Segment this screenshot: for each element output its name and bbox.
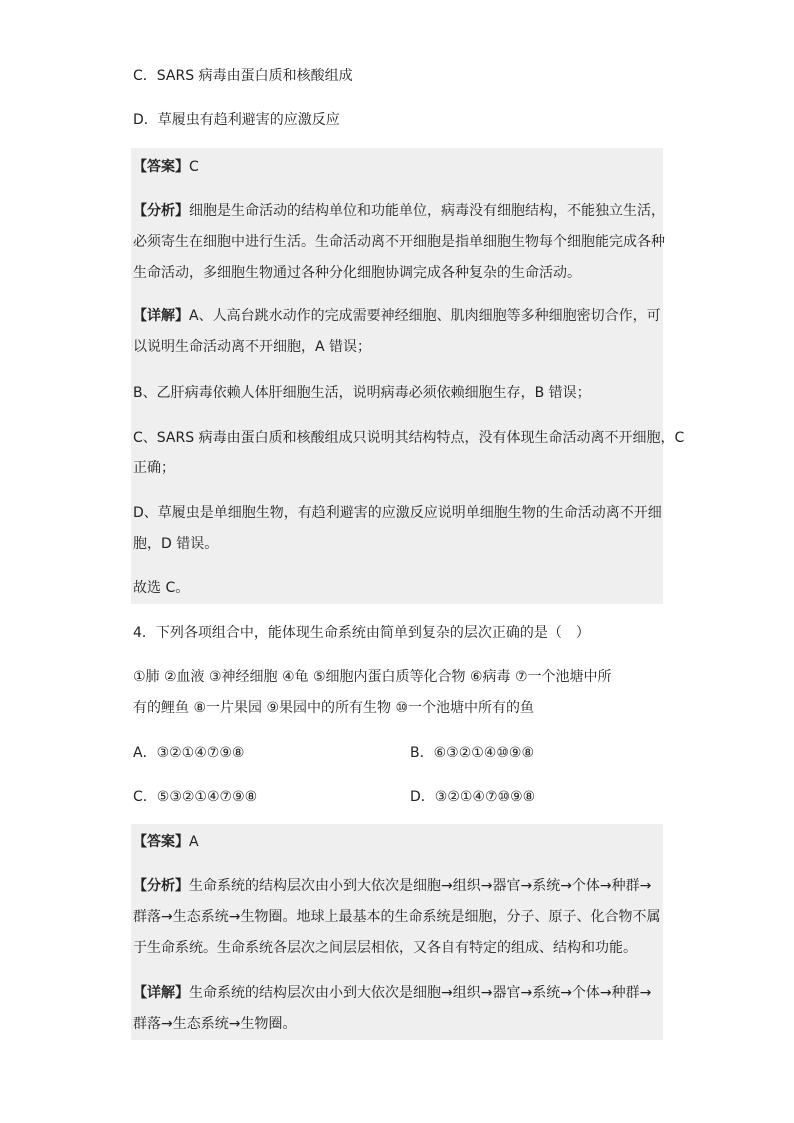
q4-analysis-line-3: 于生命系统。生命系统各层次之间层层相依，又各自有特定的组成、结构和功能。 (133, 940, 637, 956)
q3-option-d: D．草履虫有趋利避害的应激反应 (133, 112, 340, 128)
q3-detail-line-6: D、草履虫是单细胞生物，有趋利避害的应激反应说明单细胞生物的生命活动离不开细 (133, 505, 662, 521)
q3-detail-line-5: 正确； (133, 460, 175, 476)
q4-option-d: D．③②①④⑦⑩⑨⑧ (410, 789, 536, 805)
q4-option-c: C．⑤③②①④⑦⑨⑧ (133, 789, 258, 805)
q3-detail-line-4: C、SARS 病毒由蛋白质和核酸组成只说明其结构特点，没有体现生命活动离不开细胞，C (133, 430, 685, 446)
q4-analysis-line-2: 群落→生态系统→生物圈。地球上最基本的生命系统是细胞，分子、原子、化合物不属 (133, 909, 661, 925)
q3-analysis-line-2: 必须寄生在细胞中进行生活。生命活动离不开细胞是指单细胞生物每个细胞能完成各种 (133, 234, 665, 250)
q4-analysis-text-1: 生命系统的结构层次由小到大依次是细胞→组织→器官→系统→个体→种群→ (189, 878, 652, 894)
q3-answer (133, 157, 199, 177)
q3-answer-value: C (189, 159, 199, 175)
q3-analysis-text-1: 细胞是生命活动的结构单位和功能单位，病毒没有细胞结构，不能独立生活， (189, 203, 665, 219)
q3-detail-text-1: A、人高台跳水动作的完成需要神经细胞、肌肉细胞等多种细胞密切合作，可 (189, 308, 661, 324)
q4-answer-tag: 【答案】 (133, 834, 189, 850)
q4-stem: 4．下列各项组合中，能体现生命系统由简单到复杂的层次正确的是（ ） (133, 625, 590, 641)
q3-analysis-line-1 (133, 201, 665, 221)
q4-solution-background (131, 824, 663, 1040)
q3-detail-line-7: 胞，D 错误。 (133, 536, 219, 552)
q4-analysis-tag: 【分析】 (133, 878, 189, 894)
q4-detail-text-1: 生命系统的结构层次由小到大依次是细胞→组织→器官→系统→个体→种群→ (189, 985, 652, 1001)
q3-detail-line-3: B、乙肝病毒依赖人体肝细胞生活，说明病毒必须依赖细胞生存，B 错误； (133, 385, 591, 401)
q3-detail-line-1 (133, 306, 661, 326)
q4-detail-tag: 【详解】 (133, 985, 189, 1001)
q3-analysis-line-3: 生命活动，多细胞生物通过各种分化细胞协调完成各种复杂的生命活动。 (133, 265, 581, 281)
q4-items-line-2: 有的鲤鱼 ⑧一片果园 ⑨果园中的所有生物 ⑩一个池塘中所有的鱼 (133, 700, 535, 716)
q4-option-a: A．③②①④⑦⑨⑧ (133, 745, 245, 761)
q4-detail-line-1 (133, 983, 651, 1003)
q4-detail-line-2: 群落→生态系统→生物圈。 (133, 1016, 297, 1032)
q3-detail-line-2: 以说明生命活动离不开细胞，A 错误； (133, 339, 372, 355)
q4-answer-value: A (189, 834, 199, 850)
q4-analysis-line-1 (133, 876, 651, 896)
q4-option-b: B．⑥③②①④⑩⑨⑧ (410, 745, 535, 761)
q3-analysis-tag: 【分析】 (133, 203, 189, 219)
q4-items-line-1: ①肺 ②血液 ③神经细胞 ④龟 ⑤细胞内蛋白质等化合物 ⑥病毒 ⑦一个池塘中所 (133, 669, 612, 685)
q3-detail-tag: 【详解】 (133, 308, 189, 324)
q3-detail-line-8: 故选 C。 (133, 580, 190, 596)
q3-answer-tag: 【答案】 (133, 159, 189, 175)
q4-answer (133, 832, 199, 852)
q3-option-c: C．SARS 病毒由蛋白质和核酸组成 (133, 68, 353, 84)
